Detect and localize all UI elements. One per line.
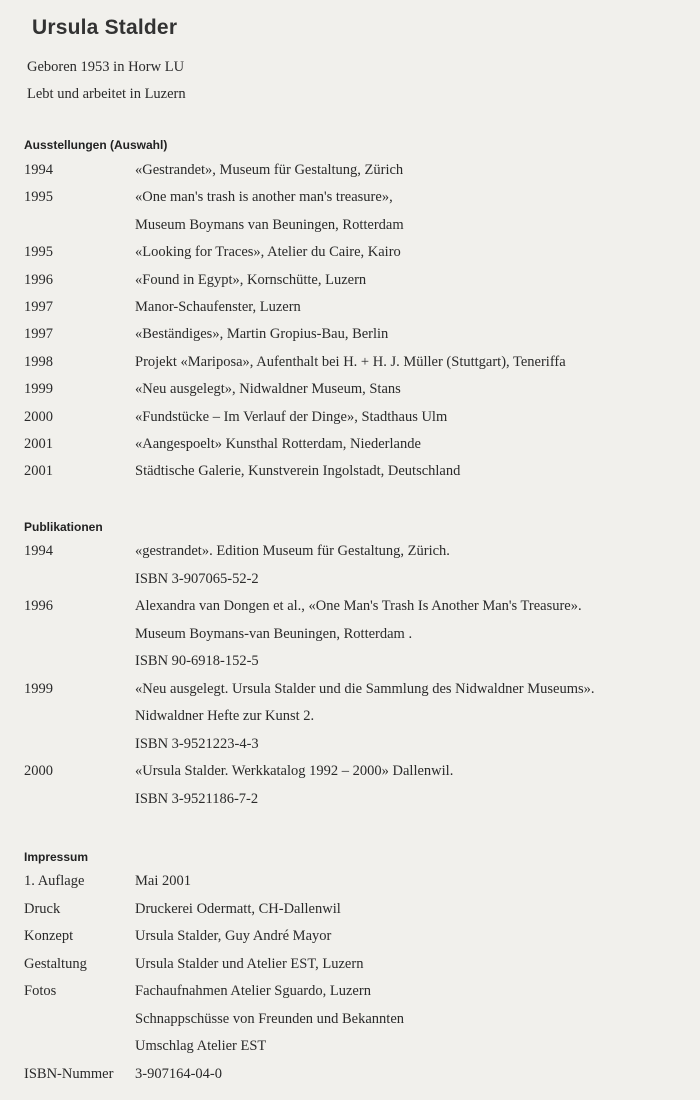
publication-text: Museum Boymans-van Beuningen, Rotterdam . <box>135 625 413 642</box>
impressum-value: Druckerei Odermatt, CH-Dallenwil <box>135 900 341 917</box>
list-item <box>0 1038 700 1066</box>
impressum-value: Schnappschüsse von Freunden und Bekannten <box>135 1010 405 1027</box>
list-item <box>0 1066 700 1094</box>
list-item <box>0 162 700 189</box>
list-item <box>0 409 700 436</box>
publications-list <box>0 543 700 818</box>
publication-text: ISBN 90-6918-152-5 <box>135 653 259 669</box>
exhibition-text: Projekt «Mariposa», Aufenthalt bei H. + H. J. Müller (Stuttgart), Teneriffa <box>135 353 566 370</box>
exhibition-year: 1997 <box>24 326 53 343</box>
list-item <box>0 681 700 709</box>
list-item <box>0 736 700 764</box>
list-item <box>0 1011 700 1039</box>
intro-block <box>27 54 186 108</box>
exhibition-year: 1999 <box>24 381 53 398</box>
list-item <box>0 956 700 984</box>
list-item <box>0 244 700 271</box>
impressum-label: Fotos <box>24 983 57 999</box>
exhibition-text: «Found in Egypt», Kornschütte, Luzern <box>135 271 367 288</box>
list-item <box>0 598 700 626</box>
impressum-label: Druck <box>24 900 61 917</box>
publication-year: 1994 <box>24 543 53 559</box>
list-item <box>0 928 700 956</box>
list-item <box>0 791 700 819</box>
exhibition-text: Manor-Schaufenster, Luzern <box>135 298 301 315</box>
list-item <box>0 326 700 353</box>
impressum-label: Gestaltung <box>24 955 87 972</box>
impressum-label: Konzept <box>24 928 74 944</box>
impressum-value: Ursula Stalder, Guy André Mayor <box>135 928 332 944</box>
exhibition-text: «One man's trash is another man's treasure», <box>135 189 393 206</box>
list-item <box>0 708 700 736</box>
impressum-value: 3-907164-04-0 <box>135 1065 222 1082</box>
list-item <box>0 354 700 381</box>
list-item <box>0 571 700 599</box>
list-item <box>0 463 700 490</box>
list-item <box>0 763 700 791</box>
impressum-value: Ursula Stalder und Atelier EST, Luzern <box>135 955 364 972</box>
exhibition-text: «Gestrandet», Museum für Gestaltung, Zürich <box>135 162 404 178</box>
publication-text: ISBN 3-9521223-4-3 <box>135 735 259 752</box>
impressum-value: Fachaufnahmen Atelier Sguardo, Luzern <box>135 983 371 999</box>
exhibition-year: 1995 <box>24 189 53 206</box>
exhibition-year: 2001 <box>24 463 53 480</box>
exhibitions-heading: Ausstellungen (Auswahl) <box>24 138 168 152</box>
publication-text: «gestrandet». Edition Museum für Gestaltung, Zürich. <box>135 543 450 559</box>
exhibition-text: Museum Boymans van Beuningen, Rotterdam <box>135 216 404 233</box>
publication-text: ISBN 3-907065-52-2 <box>135 570 259 587</box>
publication-text: ISBN 3-9521186-7-2 <box>135 790 259 807</box>
publication-text: Nidwaldner Hefte zur Kunst 2. <box>135 708 315 724</box>
impressum-value: Umschlag Atelier EST <box>135 1038 267 1054</box>
publication-text: «Ursula Stalder. Werkkatalog 1992 – 2000» Dallenwil. <box>135 763 454 779</box>
exhibition-year: 1998 <box>24 353 53 370</box>
impressum-heading: Impressum <box>24 850 89 864</box>
list-item <box>0 189 700 216</box>
exhibition-text: Städtische Galerie, Kunstverein Ingolstadt, Deutschland <box>135 463 461 480</box>
publication-year: 1996 <box>24 598 53 614</box>
intro-line-residence: Lebt und arbeitet in Luzern <box>27 86 186 102</box>
exhibition-text: «Aangespoelt» Kunsthal Rotterdam, Niederlande <box>135 435 421 452</box>
list-item <box>0 299 700 326</box>
list-item <box>0 543 700 571</box>
impressum-label: ISBN-Nummer <box>24 1065 114 1082</box>
list-item <box>0 901 700 929</box>
exhibition-year: 1997 <box>24 298 53 315</box>
list-item <box>0 381 700 408</box>
exhibition-text: «Fundstücke – Im Verlauf der Dinge», Stadthaus Ulm <box>135 408 448 425</box>
publication-year: 1999 <box>24 680 53 697</box>
list-item <box>0 626 700 654</box>
impressum-value: Mai 2001 <box>135 873 191 889</box>
publication-text: Alexandra van Dongen et al., «One Man's Trash Is Another Man's Treasure». <box>135 598 582 614</box>
publication-year: 2000 <box>24 763 53 779</box>
exhibition-year: 2000 <box>24 408 53 425</box>
exhibition-text: «Neu ausgelegt», Nidwaldner Museum, Stans <box>135 381 401 398</box>
exhibition-year: 2001 <box>24 435 53 452</box>
exhibition-year: 1996 <box>24 271 53 288</box>
intro-line-birth: Geboren 1953 in Horw LU <box>27 59 185 75</box>
exhibition-text: «Beständiges», Martin Gropius-Bau, Berlin <box>135 326 389 343</box>
exhibition-text: «Looking for Traces», Atelier du Caire, Kairo <box>135 244 401 261</box>
publications-heading: Publikationen <box>24 520 103 534</box>
list-item <box>0 272 700 299</box>
list-item <box>0 653 700 681</box>
list-item <box>0 873 700 901</box>
exhibition-year: 1995 <box>24 244 53 261</box>
exhibition-year: 1994 <box>24 162 53 178</box>
list-item <box>0 436 700 463</box>
list-item <box>0 983 700 1011</box>
exhibitions-list <box>0 162 700 491</box>
publication-text: «Neu ausgelegt. Ursula Stalder und die Sammlung des Nidwaldner Museums». <box>135 680 595 697</box>
page-title: Ursula Stalder <box>32 16 178 39</box>
impressum-label: 1. Auflage <box>24 873 85 889</box>
impressum-list <box>0 873 700 1093</box>
list-item <box>0 217 700 244</box>
